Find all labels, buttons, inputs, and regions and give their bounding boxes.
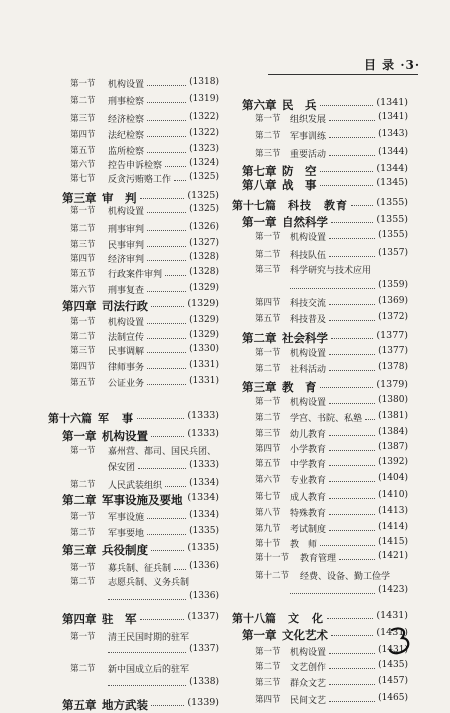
toc-entry-title: 人民武装组织	[108, 481, 163, 491]
page-header-title: 目 录 ·3·	[364, 58, 421, 72]
leader-dots	[329, 137, 375, 138]
toc-entry-title: 教 育	[282, 380, 317, 394]
toc-entry-page: (1378)	[378, 362, 408, 372]
toc-entry-page: (1328)	[189, 267, 219, 277]
toc-entry-number: 第三章	[242, 380, 277, 394]
leader-dots	[329, 701, 375, 702]
toc-entry-page: (1323)	[189, 144, 219, 154]
toc-entry-page: (1335)	[187, 542, 219, 553]
toc-entry	[0, 585, 450, 599]
leader-dots	[320, 185, 374, 186]
toc-entry	[0, 214, 450, 228]
toc-entry-page: (1431)	[378, 645, 408, 655]
leader-dots	[329, 668, 375, 669]
toc-entry	[0, 77, 450, 91]
toc-entry	[0, 197, 450, 211]
toc-entry-page: (1377)	[378, 346, 408, 356]
toc-entry-page: (1341)	[378, 112, 408, 122]
leader-dots	[331, 338, 373, 339]
toc-entry-page: (1465)	[378, 693, 408, 703]
toc-entry-title: 中学教育	[290, 460, 327, 470]
toc-entry-title: 兵役制度	[102, 543, 148, 557]
toc-entry-page: (1333)	[187, 410, 219, 421]
toc-entry	[0, 248, 450, 262]
toc-entry-title: 经济审判	[108, 255, 145, 265]
toc-entry-title: 机构设置	[108, 207, 145, 217]
toc-entry-title: 驻 军	[102, 612, 137, 626]
toc-entry-page: (1380)	[378, 395, 408, 405]
toc-entry-page: (1337)	[187, 611, 219, 622]
toc-entry-title: 募兵制、征兵制	[108, 564, 172, 574]
toc-entry-page: (1384)	[378, 427, 408, 437]
toc-entry-page: (1329)	[189, 283, 219, 293]
toc-entry-page: (1357)	[378, 248, 408, 258]
leader-dots	[329, 354, 375, 355]
toc-entry-title: 法纪检察	[108, 131, 145, 141]
toc-entry-number: 第十二节	[255, 571, 290, 581]
toc-entry-page: (1421)	[378, 551, 408, 561]
toc-entry-title: 社会科学	[282, 331, 328, 345]
toc-entry-title: 机构设置	[102, 429, 148, 443]
leader-dots	[320, 171, 374, 172]
toc-entry-number: 第二节	[70, 224, 96, 234]
toc-entry-title: 军 事	[98, 412, 134, 425]
toc-entry-page: (1377)	[376, 330, 408, 341]
toc-entry-number: 第六节	[70, 285, 96, 295]
toc-entry-number: 第七节	[70, 174, 96, 184]
toc-entry-page: (1345)	[376, 177, 408, 188]
toc-entry-number: 第十七篇	[232, 199, 276, 212]
toc-entry-page: (1334)	[189, 478, 219, 488]
toc-entry	[0, 537, 450, 551]
toc-entry-number: 第十八篇	[232, 612, 276, 625]
toc-entry-page: (1334)	[189, 510, 219, 520]
leader-dots	[329, 120, 375, 121]
toc-entry-title: 机构设置	[290, 648, 327, 658]
toc-entry-title: 社科活动	[290, 365, 327, 375]
toc-entry-page: (1355)	[376, 214, 408, 225]
toc-entry-number: 第二节	[70, 332, 96, 342]
toc-entry-number: 第四节	[70, 254, 96, 264]
toc-entry-number: 第二章	[62, 493, 97, 507]
leader-dots	[329, 684, 375, 685]
leader-dots	[331, 635, 373, 636]
toc-entry-page: (1329)	[189, 330, 219, 340]
toc-entry-page: (1355)	[376, 197, 408, 208]
toc-entry-page: (1369)	[378, 296, 408, 306]
toc-entry-title: 律师事务	[108, 363, 145, 373]
toc-entry-page: (1333)	[189, 460, 219, 470]
toc-entry-title: 反贪污贿赂工作	[108, 175, 172, 185]
toc-entry-page: (1359)	[378, 280, 408, 290]
toc-entry-number: 第六节	[255, 475, 281, 485]
toc-entry	[0, 395, 450, 409]
toc-entry-page: (1325)	[187, 190, 219, 201]
toc-entry	[0, 296, 450, 310]
toc-entry-number: 第二节	[255, 131, 281, 141]
toc-entry-page: (1372)	[378, 312, 408, 322]
toc-entry-title: 地方武装	[102, 698, 148, 712]
toc-entry-title: 机构设置	[290, 398, 327, 408]
toc-entry	[0, 660, 450, 674]
toc-entry	[0, 569, 450, 583]
toc-entry	[0, 427, 450, 441]
toc-entry-page: (1381)	[378, 411, 408, 421]
leader-dots	[329, 370, 375, 371]
toc-entry-title: 经济检察	[108, 115, 145, 125]
toc-entry-title: 军事训练	[290, 132, 327, 142]
toc-entry-title: 科技队伍	[290, 251, 327, 261]
toc-entry-number: 第一章	[242, 628, 277, 642]
leader-dots	[329, 304, 375, 305]
toc-entry-page: (1355)	[378, 230, 408, 240]
leader-dots	[327, 618, 373, 619]
toc-entry-title: 小学教育	[290, 445, 327, 455]
toc-entry-title: 审 判	[102, 191, 137, 205]
leader-dots	[147, 246, 186, 247]
leader-dots	[329, 498, 375, 499]
toc-entry-number: 第二节	[70, 577, 96, 587]
toc-entry-number: 第一节	[70, 446, 96, 456]
leader-dots	[329, 155, 375, 156]
toc-entry	[0, 676, 450, 690]
toc-entry-page: (1338)	[189, 677, 219, 687]
toc-entry-title: 民 兵	[282, 98, 317, 112]
leader-dots	[147, 85, 186, 86]
toc-entry-number: 第五节	[70, 146, 96, 156]
toc-entry-page: (1331)	[189, 376, 219, 386]
toc-entry-title: 专业教育	[290, 476, 327, 486]
toc-entry-title: 特殊教育	[290, 509, 327, 519]
leader-dots	[329, 465, 375, 466]
toc-entry-page: (1319)	[189, 94, 219, 104]
toc-entry-number: 第二节	[255, 662, 281, 672]
toc-entry-number: 第四节	[255, 298, 281, 308]
leader-dots	[329, 403, 375, 404]
toc-entry-title: 群众文艺	[290, 679, 327, 689]
toc-entry-title: 机构设置	[108, 80, 145, 90]
toc-entry-page: (1329)	[187, 298, 219, 309]
toc-entry	[0, 610, 450, 624]
toc-entry	[0, 177, 450, 191]
toc-entry-number: 第六章	[242, 98, 277, 112]
toc-entry-number: 第二节	[255, 413, 281, 423]
toc-entry-number: 第四章	[62, 299, 97, 313]
toc-entry	[0, 112, 450, 126]
toc-entry	[0, 263, 450, 277]
toc-entry-number: 第一节	[255, 647, 281, 657]
toc-entry-title: 民事调解	[108, 347, 145, 357]
leader-dots	[351, 205, 373, 206]
toc-entry	[0, 506, 450, 520]
toc-entry-number: 第二章	[242, 331, 277, 345]
toc-entry-title: 文艺创作	[290, 663, 327, 673]
toc-entry	[0, 411, 450, 425]
toc-entry-title: 新中国成立后的驻军	[108, 665, 190, 675]
toc-entry-number: 第一节	[70, 79, 96, 89]
toc-entry-title: 考试制度	[290, 525, 327, 535]
toc-entry-number: 第四节	[255, 695, 281, 705]
toc-entry-number: 第六节	[70, 160, 96, 170]
toc-entry-page: (1335)	[189, 526, 219, 536]
toc-entry-number: 第五节	[70, 378, 96, 388]
toc-entry-number: 第二节	[255, 250, 281, 260]
toc-entry-title: 战 事	[282, 178, 317, 192]
toc-entry-number: 第二节	[70, 664, 96, 674]
toc-entry-number: 第二节	[70, 96, 96, 106]
toc-entry	[0, 457, 450, 471]
toc-entry-title: 法制宣传	[108, 333, 145, 343]
toc-entry-title: 军事设施	[108, 513, 145, 523]
toc-entry-number: 第一节	[70, 632, 96, 642]
leader-dots	[329, 238, 375, 239]
leader-dots	[147, 212, 186, 213]
toc-entry-page: (1379)	[376, 379, 408, 390]
toc-entry-title: 教 师	[290, 540, 318, 550]
toc-entry-page: (1413)	[378, 506, 408, 516]
toc-entry-title: 机构设置	[290, 349, 327, 359]
toc-entry-page: (1325)	[189, 204, 219, 214]
toc-entry-number: 第九节	[255, 524, 281, 534]
toc-entry-page: (1336)	[189, 591, 219, 601]
toc-entry-page: (1435)	[378, 660, 408, 670]
toc-entry-number: 第一节	[70, 206, 96, 216]
leader-dots	[329, 256, 375, 257]
toc-entry-title: 科技 教育	[288, 199, 348, 212]
toc-entry-title: 成人教育	[290, 493, 327, 503]
toc-entry-page: (1423)	[378, 585, 408, 595]
toc-entry-number: 第四节	[70, 130, 96, 140]
leader-dots	[320, 387, 374, 388]
leader-dots	[339, 559, 375, 560]
toc-entry-number: 第一章	[62, 429, 97, 443]
toc-entry	[0, 627, 450, 641]
toc-entry	[0, 490, 450, 504]
toc-entry-page: (1325)	[189, 172, 219, 182]
leader-dots	[329, 435, 375, 436]
toc-entry-title: 防 空	[282, 164, 317, 178]
toc-entry	[0, 280, 450, 294]
toc-entry-page: (1337)	[189, 644, 219, 654]
toc-entry-title: 民事审判	[108, 241, 145, 251]
leader-dots	[329, 514, 375, 515]
toc-entry-number: 第一节	[255, 348, 281, 358]
toc-entry-title: 文 化	[288, 612, 324, 625]
toc-entry-title: 刑事审判	[108, 225, 145, 235]
toc-entry-page: (1327)	[189, 238, 219, 248]
toc-entry-title: 民间文艺	[290, 696, 327, 706]
toc-entry-page: (1339)	[187, 697, 219, 708]
toc-entry-number: 第三章	[62, 191, 97, 205]
toc-entry-number: 第五节	[70, 269, 96, 279]
toc-entry-page: (1410)	[378, 490, 408, 500]
toc-entry-page: (1333)	[187, 428, 219, 439]
toc-entry-number: 第三章	[62, 543, 97, 557]
toc-entry-number: 第十六篇	[48, 412, 92, 425]
toc-entry-title: 学宫、书院、私塾	[290, 414, 363, 424]
toc-entry-title: 志愿兵制、义务兵制	[108, 578, 190, 588]
toc-entry-number: 第三节	[255, 429, 281, 439]
toc-entry-page: (1336)	[189, 561, 219, 571]
toc-entry-number: 第十一节	[255, 553, 290, 563]
page-header	[268, 56, 421, 72]
toc-entry-title: 司法行政	[102, 299, 148, 313]
toc-entry-page: (1387)	[378, 442, 408, 452]
toc-entry	[0, 379, 450, 393]
toc-entry-page: (1322)	[189, 112, 219, 122]
leader-dots	[329, 653, 375, 654]
toc-entry-number: 第十节	[255, 539, 281, 549]
toc-entry-page: (1431)	[376, 610, 408, 621]
toc-entry-page: (1457)	[378, 676, 408, 686]
toc-entry-title: 科技普及	[290, 315, 327, 325]
toc-entry-number: 第一节	[70, 512, 96, 522]
toc-entry-number: 第四节	[255, 444, 281, 454]
toc-entry-page: (1329)	[189, 315, 219, 325]
toc-entry-title: 公证业务	[108, 379, 145, 389]
leader-dots	[320, 545, 375, 546]
toc-entry-page: (1415)	[378, 537, 408, 547]
toc-entry-title: 机构设置	[108, 318, 145, 328]
toc-entry-number: 第二节	[255, 364, 281, 374]
leader-dots	[108, 599, 186, 600]
toc-entry-page: (1322)	[189, 128, 219, 138]
leader-dots	[331, 222, 373, 223]
leader-dots	[290, 288, 375, 289]
toc-entry-title: 幼儿教育	[290, 430, 327, 440]
toc-entry-number: 第七章	[242, 164, 277, 178]
toc-entry-number: 第四章	[62, 612, 97, 626]
toc-entry	[0, 693, 450, 707]
toc-entry-page: (1318)	[189, 77, 219, 87]
toc-entry-number: 第一节	[70, 563, 96, 573]
toc-entry	[0, 473, 450, 487]
toc-entry-page: (1431)	[376, 627, 408, 638]
toc-entry-title: 嘉州营、都司、国民兵团、	[108, 447, 217, 457]
toc-entry-title: 自然科学	[282, 215, 328, 229]
toc-entry-number: 第八节	[255, 508, 281, 518]
leader-dots	[320, 105, 374, 106]
toc-entry-number: 第五节	[255, 459, 281, 469]
toc-entry	[0, 362, 450, 376]
toc-entry-number: 第三节	[70, 114, 96, 124]
toc-entry-title: 军事设施及要地	[102, 493, 183, 507]
toc-entry-title: 科学研究与技术应用	[290, 266, 372, 276]
toc-entry	[0, 346, 450, 360]
toc-entry-page: (1343)	[378, 129, 408, 139]
toc-entry-title: 军事要地	[108, 529, 145, 539]
toc-entry-number: 第一章	[242, 215, 277, 229]
toc-entry-page: (1334)	[187, 492, 219, 503]
toc-entry-number: 第一节	[255, 114, 281, 124]
toc-entry-number: 第一节	[255, 397, 281, 407]
leader-dots	[329, 481, 375, 482]
toc-entry-number: 第二节	[70, 528, 96, 538]
leader-dots	[365, 419, 375, 420]
toc-entry-title: 经费、设备、勤工俭学	[300, 572, 391, 582]
toc-entry	[0, 312, 450, 326]
toc-entry-title: 教育管理	[300, 554, 337, 564]
toc-entry	[0, 442, 450, 456]
leader-dots	[329, 320, 375, 321]
toc-entry-page: (1392)	[378, 457, 408, 467]
toc-entry-page: (1324)	[189, 158, 219, 168]
toc-entry	[0, 129, 450, 143]
toc-entry-title: 保安团	[108, 463, 136, 473]
toc-entry-page: (1404)	[378, 473, 408, 483]
toc-entry-number: 第三节	[70, 240, 96, 250]
toc-entry-title: 组织发展	[290, 115, 327, 125]
toc-entry-page: (1344)	[378, 147, 408, 157]
toc-entry-title: 刑事检察	[108, 97, 145, 107]
toc-entry-page: (1330)	[189, 344, 219, 354]
toc-entry-title: 控告申诉检察	[108, 161, 163, 171]
toc-entry	[0, 551, 450, 565]
toc-entry-title: 文化艺术	[282, 628, 328, 642]
toc-entry-title: 科技交流	[290, 299, 327, 309]
toc-entry	[0, 147, 450, 161]
toc-entry	[0, 230, 450, 244]
leader-dots	[290, 593, 375, 594]
toc-entry-number: 第一节	[255, 232, 281, 242]
toc-entry-page: (1344)	[376, 163, 408, 174]
toc-entry-number: 第三节	[255, 678, 281, 688]
toc-entry-page: (1326)	[189, 222, 219, 232]
toc-entry-number: 第三节	[70, 346, 96, 356]
toc-entry-page: (1414)	[378, 522, 408, 532]
toc-entry-title: 机构设置	[290, 233, 327, 243]
header-rule	[268, 74, 418, 75]
toc-entry	[0, 330, 450, 344]
toc-entry-title: 清王民国时期的驻军	[108, 633, 190, 643]
toc-entry-number: 第七节	[255, 492, 281, 502]
toc-entry-page: (1331)	[189, 360, 219, 370]
toc-entry-number: 第八章	[242, 178, 277, 192]
toc-entry-number: 第五章	[62, 698, 97, 712]
handwritten-page-mark	[386, 626, 414, 656]
toc-entry-number: 第一节	[70, 317, 96, 327]
toc-entry	[0, 163, 450, 177]
toc-entry-title: 行政案件审判	[108, 270, 163, 280]
toc-entry-number: 第二节	[70, 480, 96, 490]
toc-entry-title: 重要活动	[290, 150, 327, 160]
leader-dots	[329, 530, 375, 531]
toc-entry	[0, 97, 450, 111]
toc-entry-number: 第三节	[255, 149, 281, 159]
toc-entry-title: 监所检察	[108, 147, 145, 157]
toc-entry-title: 刑事复查	[108, 286, 145, 296]
toc-entry-page: (1328)	[189, 252, 219, 262]
leader-dots	[329, 450, 375, 451]
toc-entry-number: 第三节	[255, 265, 281, 275]
toc-entry-page: (1341)	[376, 97, 408, 108]
toc-entry-number: 第五节	[255, 314, 281, 324]
toc-entry-number: 第四节	[70, 362, 96, 372]
toc-entry	[0, 522, 450, 536]
